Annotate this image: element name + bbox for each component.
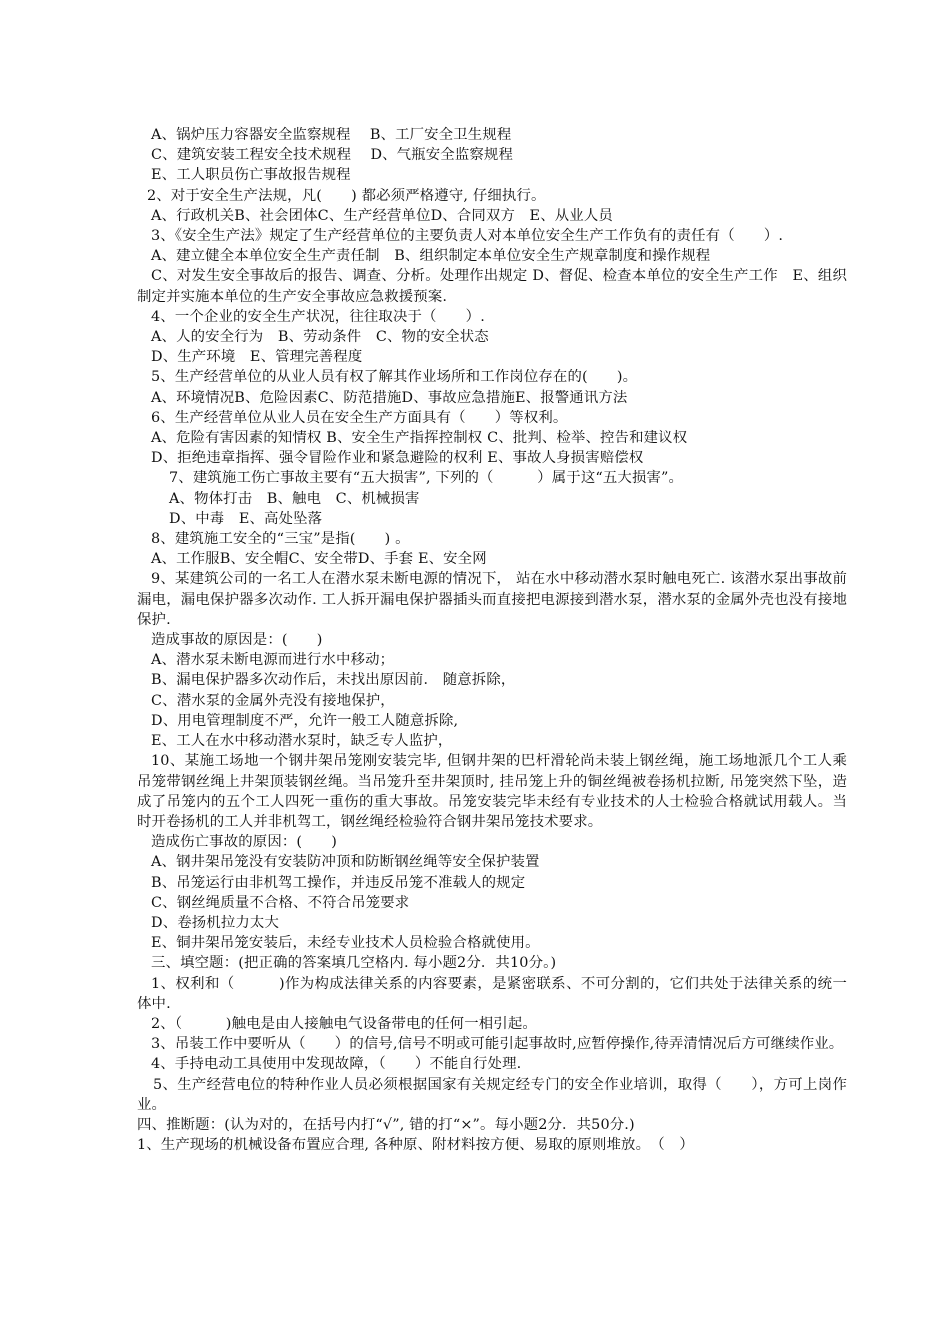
text-line: 4、一个企业的安全生产状况，往往取决于（ ）.: [151, 308, 485, 325]
text-line: C、潜水泵的金属外壳没有接地保护，: [151, 692, 395, 709]
text-line: A、建立健全本单位安全生产责任制 B、组织制定本单位安全生产规章制度和操作规程: [151, 248, 711, 265]
text-line: E、铜井架吊笼安装后，未经专业技术人员检验合格就使用。: [151, 935, 540, 952]
text-line: E、工人在水中移动潜水泵时，缺乏专人监护，: [151, 733, 453, 750]
text-line: 6、生产经营单位从业人员在安全生产方面具有（ ）等权利。: [151, 409, 568, 426]
text-line: D、拒绝违章指挥、强令冒险作业和紧急避险的权利 E、事故人身损害赔偿权: [151, 450, 644, 467]
document-page: [137, 125, 847, 1155]
text-line: D、中毒 E、高处坠落: [169, 510, 323, 527]
text-line: A、行政机关B、社会团体C、生产经营单位D、合同双方 E、从业人员: [151, 207, 613, 224]
text-line: 1、权利和（ )作为构成法律关系的内容要素，是紧密联系、不可分割的，它们共处于法律关系的统一体中.: [137, 975, 847, 1012]
text-line: 5、生产经营单位的从业人员有权了解其作业场所和工作岗位存在的( )。: [151, 369, 638, 386]
text-line: 造成事故的原因是：( ): [151, 632, 323, 649]
text-line: A、钢井架吊笼没有安装防冲顶和防断钢丝绳等安全保护装置: [151, 854, 540, 871]
text-line: A、锅炉压力容器安全监察规程 B、工厂安全卫生规程: [151, 127, 512, 143]
text-line: 7、建筑施工伤亡事故主要有“五大损害”, 下列的（ ）属于这“五大损害”。: [169, 470, 684, 487]
text-line: A、人的安全行为 B、劳动条件 C、物的安全状态: [151, 329, 489, 346]
text-line: 3、《安全生产法》规定了生产经营单位的主要负责人对本单位安全生产工作负有的责任有（ ）.: [151, 228, 784, 245]
text-line: C、建筑安装工程安全技术规程 D、气瓶安全监察规程: [151, 147, 514, 164]
text-line: 2、（ )触电是由人接触电气设备带电的任何一相引起。: [151, 1015, 537, 1032]
text-line: 三、填空题：(把正确的答案填几空格内. 每小题2分．共10分。): [151, 955, 557, 972]
text-line: A、危险有害因素的知情权 B、安全生产指挥控制权 C、批判、检举、控告和建议权: [151, 430, 688, 447]
text-line: 1、生产现场的机械设备布置应合理, 各种原、附材料按方便、易取的原则堆放。 （ ）: [137, 1137, 694, 1154]
text-line: 四、推断题：(认为对的，在括号内打“√”, 错的打“×”。每小题2分．共50分.): [137, 1116, 635, 1133]
text-line: A、潜水泵未断电源而进行水中移动；: [151, 652, 395, 669]
text-line: D、用电管理制度不严，允许一般工人随意拆除,: [151, 712, 459, 729]
text-line: C、对发生安全事故后的报告、调查、分析。处理作出规定 D、督促、检查本单位的安全生产工作 E、组织制定并实施本单位的生产安全事故应急救援预案.: [137, 268, 847, 305]
text-line: 造成伤亡事故的原因：( ): [151, 834, 338, 851]
text-line: B、吊笼运行由非机驾工操作，并违反吊笼不准载人的规定: [151, 874, 526, 891]
text-line: A、工作服B、安全帽C、安全带D、手套 E、安全网: [151, 551, 487, 568]
text-line: D、生产环境 E、管理完善程度: [151, 349, 363, 366]
text-line: 4、手持电动工具使用中发现故障，（ ）不能自行处理.: [151, 1056, 522, 1073]
text-line: 5、生产经营电位的特种作业人员必须根据国家有关规定经专门的安全作业培训，取得（ ），方可上岗作业。: [137, 1076, 847, 1113]
text-line: C、钢丝绳质量不合格、不符合吊笼要求: [151, 894, 410, 911]
text-line: 2、对于安全生产法规，凡( ) 都必须严格遵守, 仔细执行。: [147, 187, 546, 204]
text-line: 9、某建筑公司的一名工人在潜水泵未断电源的情况下， 站在水中移动潜水泵时触电死亡. 该潜水泵出事故前漏电，漏电保护器多次动作. 工人拆开漏电保护器插头而直接把电源接到潜水泵，潜水泵的金属外壳也没有接地保护.: [137, 571, 847, 628]
text-line: 8、建筑施工安全的“三宝”是指( ) 。: [151, 531, 410, 548]
text-line: D、卷扬机拉力太大: [151, 914, 280, 931]
text-line: 3、吊装工作中要听从（ ）的信号,信号不明或可能引起事故时,应暂停操作,待弄清情况后方可继续作业。: [151, 1036, 844, 1053]
text-line: B、漏电保护器多次动作后，未找出原因前． 随意拆除，: [151, 672, 516, 689]
text-line: A、物体打击 B、触电 C、机械损害: [169, 490, 420, 507]
text-line: 10、某施工场地一个钢井架吊笼刚安装完毕, 但钢井架的巴杆滑轮尚未装上钢丝绳，施工场地派几个工人乘吊笼带钢丝绳上井架顶装钢丝绳。当吊笼升至井架顶时, 挂吊笼上升的铜丝绳被卷扬机拉断, 吊笼突然下坠，造成了吊笼内的五个工人四死一重伤的重大事故。吊笼安装完毕未经有专业技术的人士检验合格就试用载人。当时开卷扬机的工人并非机驾工，钢丝绳经检验符合钢井架吊笼技术要求。: [137, 753, 847, 830]
text-line: A、环境情况B、危险因素C、防范措施D、事故应急措施E、报警通讯方法: [151, 389, 628, 406]
text-line: E、工人职员伤亡事故报告规程: [151, 167, 351, 184]
